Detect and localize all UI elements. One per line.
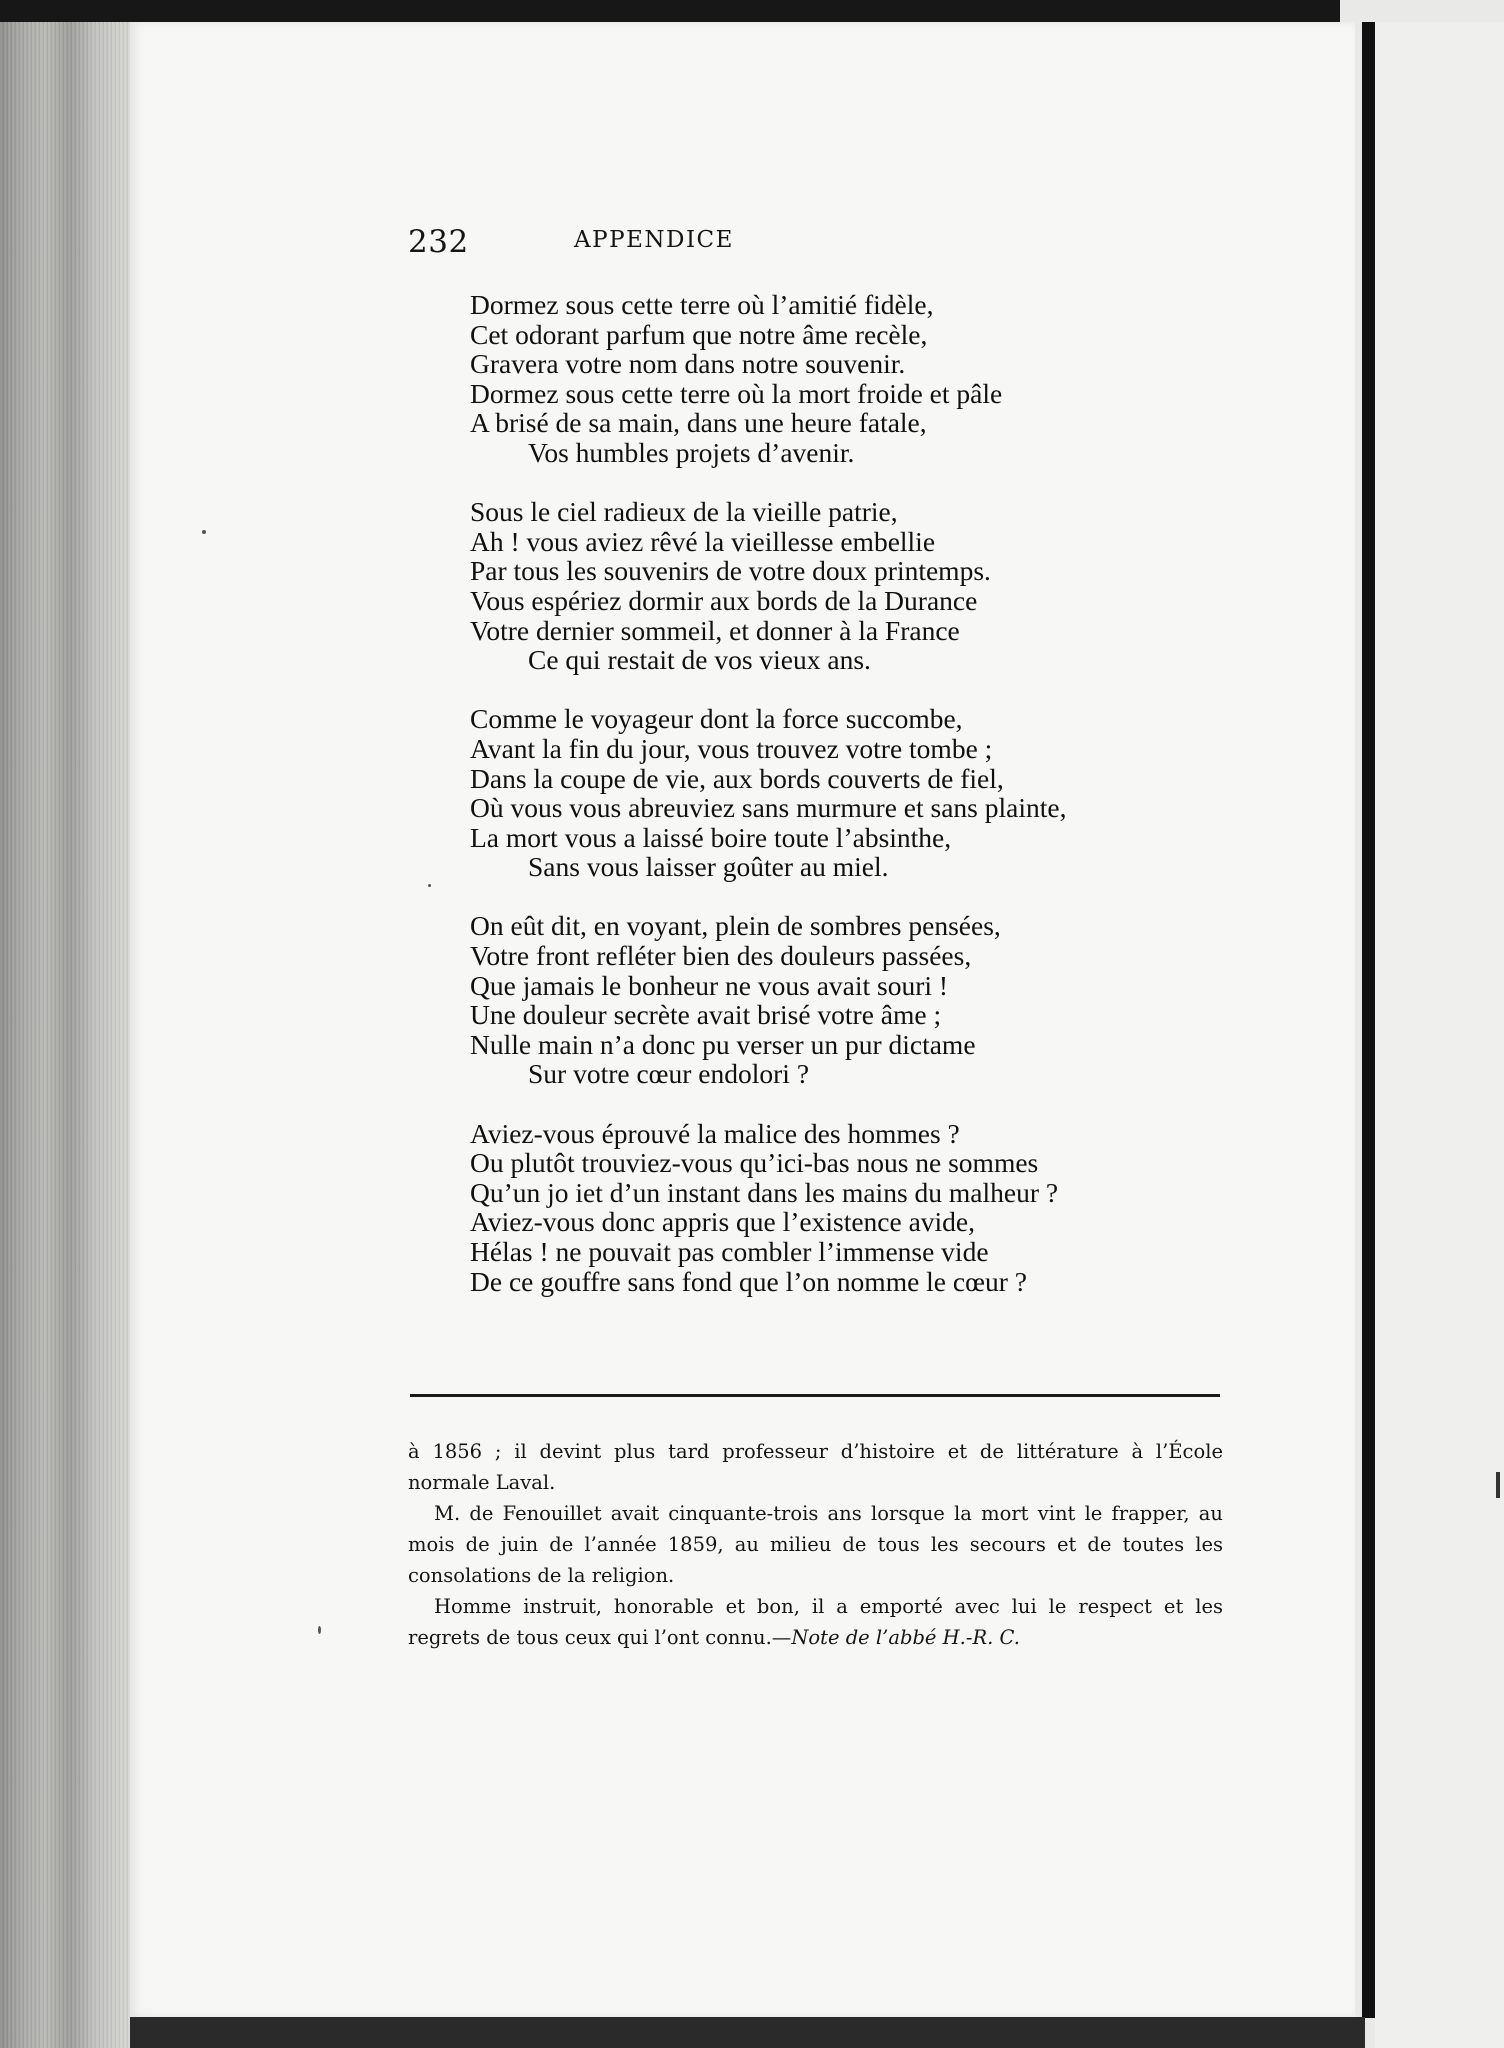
verse-line: On eût dit, en voyant, plein de sombres pensées, [470, 910, 1001, 942]
verse-line: Ou plutôt trouviez-vous qu’ici-bas nous ne sommes [470, 1147, 1039, 1179]
footnote-paragraph: M. de Fenouillet avait cinquante-trois ans lorsque la mort vint le frapper, au mois de juin de l’année 1859, au milieu de tous les secours et de toutes les consolations de la religion. [408, 1502, 1223, 1587]
verse-line: Aviez-vous éprouvé la malice des hommes ? [470, 1117, 960, 1149]
verse-line: Une douleur secrète avait brisé votre âme ; [470, 999, 942, 1031]
verse-line: Ah ! vous aviez rêvé la vieillesse embellie [470, 525, 936, 557]
verse-line: Nulle main n’a donc pu verser un pur dictame [470, 1028, 976, 1060]
verse-line: De ce gouffre sans fond que l’on nomme le cœur ? [470, 1265, 1027, 1297]
verse-line: Hélas ! ne pouvait pas combler l’immense vide [470, 1236, 989, 1267]
book-gutter [1362, 22, 1375, 2018]
stanza-2 [470, 497, 1190, 675]
verse-line-indented: Sans vous laisser goûter au miel. [528, 851, 889, 883]
footnote-signature: Note de l’abbé H.-R. C. [791, 1626, 1020, 1649]
verse-line: La mort vous a laissé boire toute l’absinthe, [470, 821, 952, 853]
stanza-3 [470, 704, 1190, 882]
verse-line: Comme le voyageur dont la force succombe, [470, 703, 963, 735]
running-title: APPENDICE [574, 227, 734, 253]
verse-line-indented: Vos humbles projets d’avenir. [528, 436, 855, 468]
running-header [408, 224, 900, 264]
footnote-paragraph-final [408, 1591, 1223, 1653]
footnote-text: Homme instruit, honorable et bon, il a emporté avec lui le respect et les regrets de tous ceux qui l’ont connu.— [408, 1595, 1223, 1649]
verse-line: Dormez sous cette terre où la mort froide et pâle [470, 377, 1003, 409]
book-page-edges [0, 0, 130, 2048]
verse-line: Qu’un jo iet d’un instant dans les mains du malheur ? [470, 1176, 1059, 1208]
footnote-paragraph: à 1856 ; il devint plus tard professeur d’histoire et de littérature à l’École normale Laval. [408, 1440, 1223, 1494]
verse-line: Aviez-vous donc appris que l’existence avide, [470, 1206, 976, 1238]
verse-line: Vous espériez dormir aux bords de la Durance [470, 584, 978, 616]
verse-line: Dans la coupe de vie, aux bords couverts de fiel, [470, 762, 1004, 794]
paper-speck [428, 884, 431, 887]
scan-top-border [0, 0, 1504, 22]
footnote [408, 1436, 1223, 1653]
verse-line: Gravera votre nom dans notre souvenir. [470, 348, 906, 380]
poem [470, 290, 1190, 1296]
verse-line-indented: Sur votre cœur endolori ? [528, 1058, 810, 1090]
stanza-1 [470, 290, 1190, 468]
verse-line: Que jamais le bonheur ne vous avait souri ! [470, 969, 949, 1001]
right-page-edge [1375, 22, 1504, 2048]
verse-line: Où vous vous abreuviez sans murmure et sans plainte, [470, 792, 1067, 824]
right-page-mark [1496, 1472, 1500, 1498]
verse-line: Votre dernier sommeil, et donner à la France [470, 614, 960, 646]
stanza-5 [470, 1119, 1190, 1297]
verse-line: Par tous les souvenirs de votre doux printemps. [470, 555, 991, 587]
paper-speck [202, 530, 206, 534]
verse-line: Avant la fin du jour, vous trouvez votre tombe ; [470, 732, 993, 764]
stanza-4 [470, 911, 1190, 1089]
verse-line-indented: Ce qui restait de vos vieux ans. [528, 644, 871, 676]
scan-bottom-border [130, 2017, 1365, 2048]
verse-line: Votre front refléter bien des douleurs passées, [470, 940, 972, 972]
verse-line: Cet odorant parfum que notre âme recèle, [470, 318, 928, 350]
verse-line: A brisé de sa main, dans une heure fatale, [470, 407, 927, 439]
page-number: 232 [408, 224, 469, 260]
paper-speck [318, 1626, 321, 1634]
footnote-separator-rule [410, 1394, 1220, 1397]
verse-line: Dormez sous cette terre où l’amitié fidèle, [470, 289, 934, 320]
verse-line: Sous le ciel radieux de la vieille patrie, [470, 496, 898, 528]
